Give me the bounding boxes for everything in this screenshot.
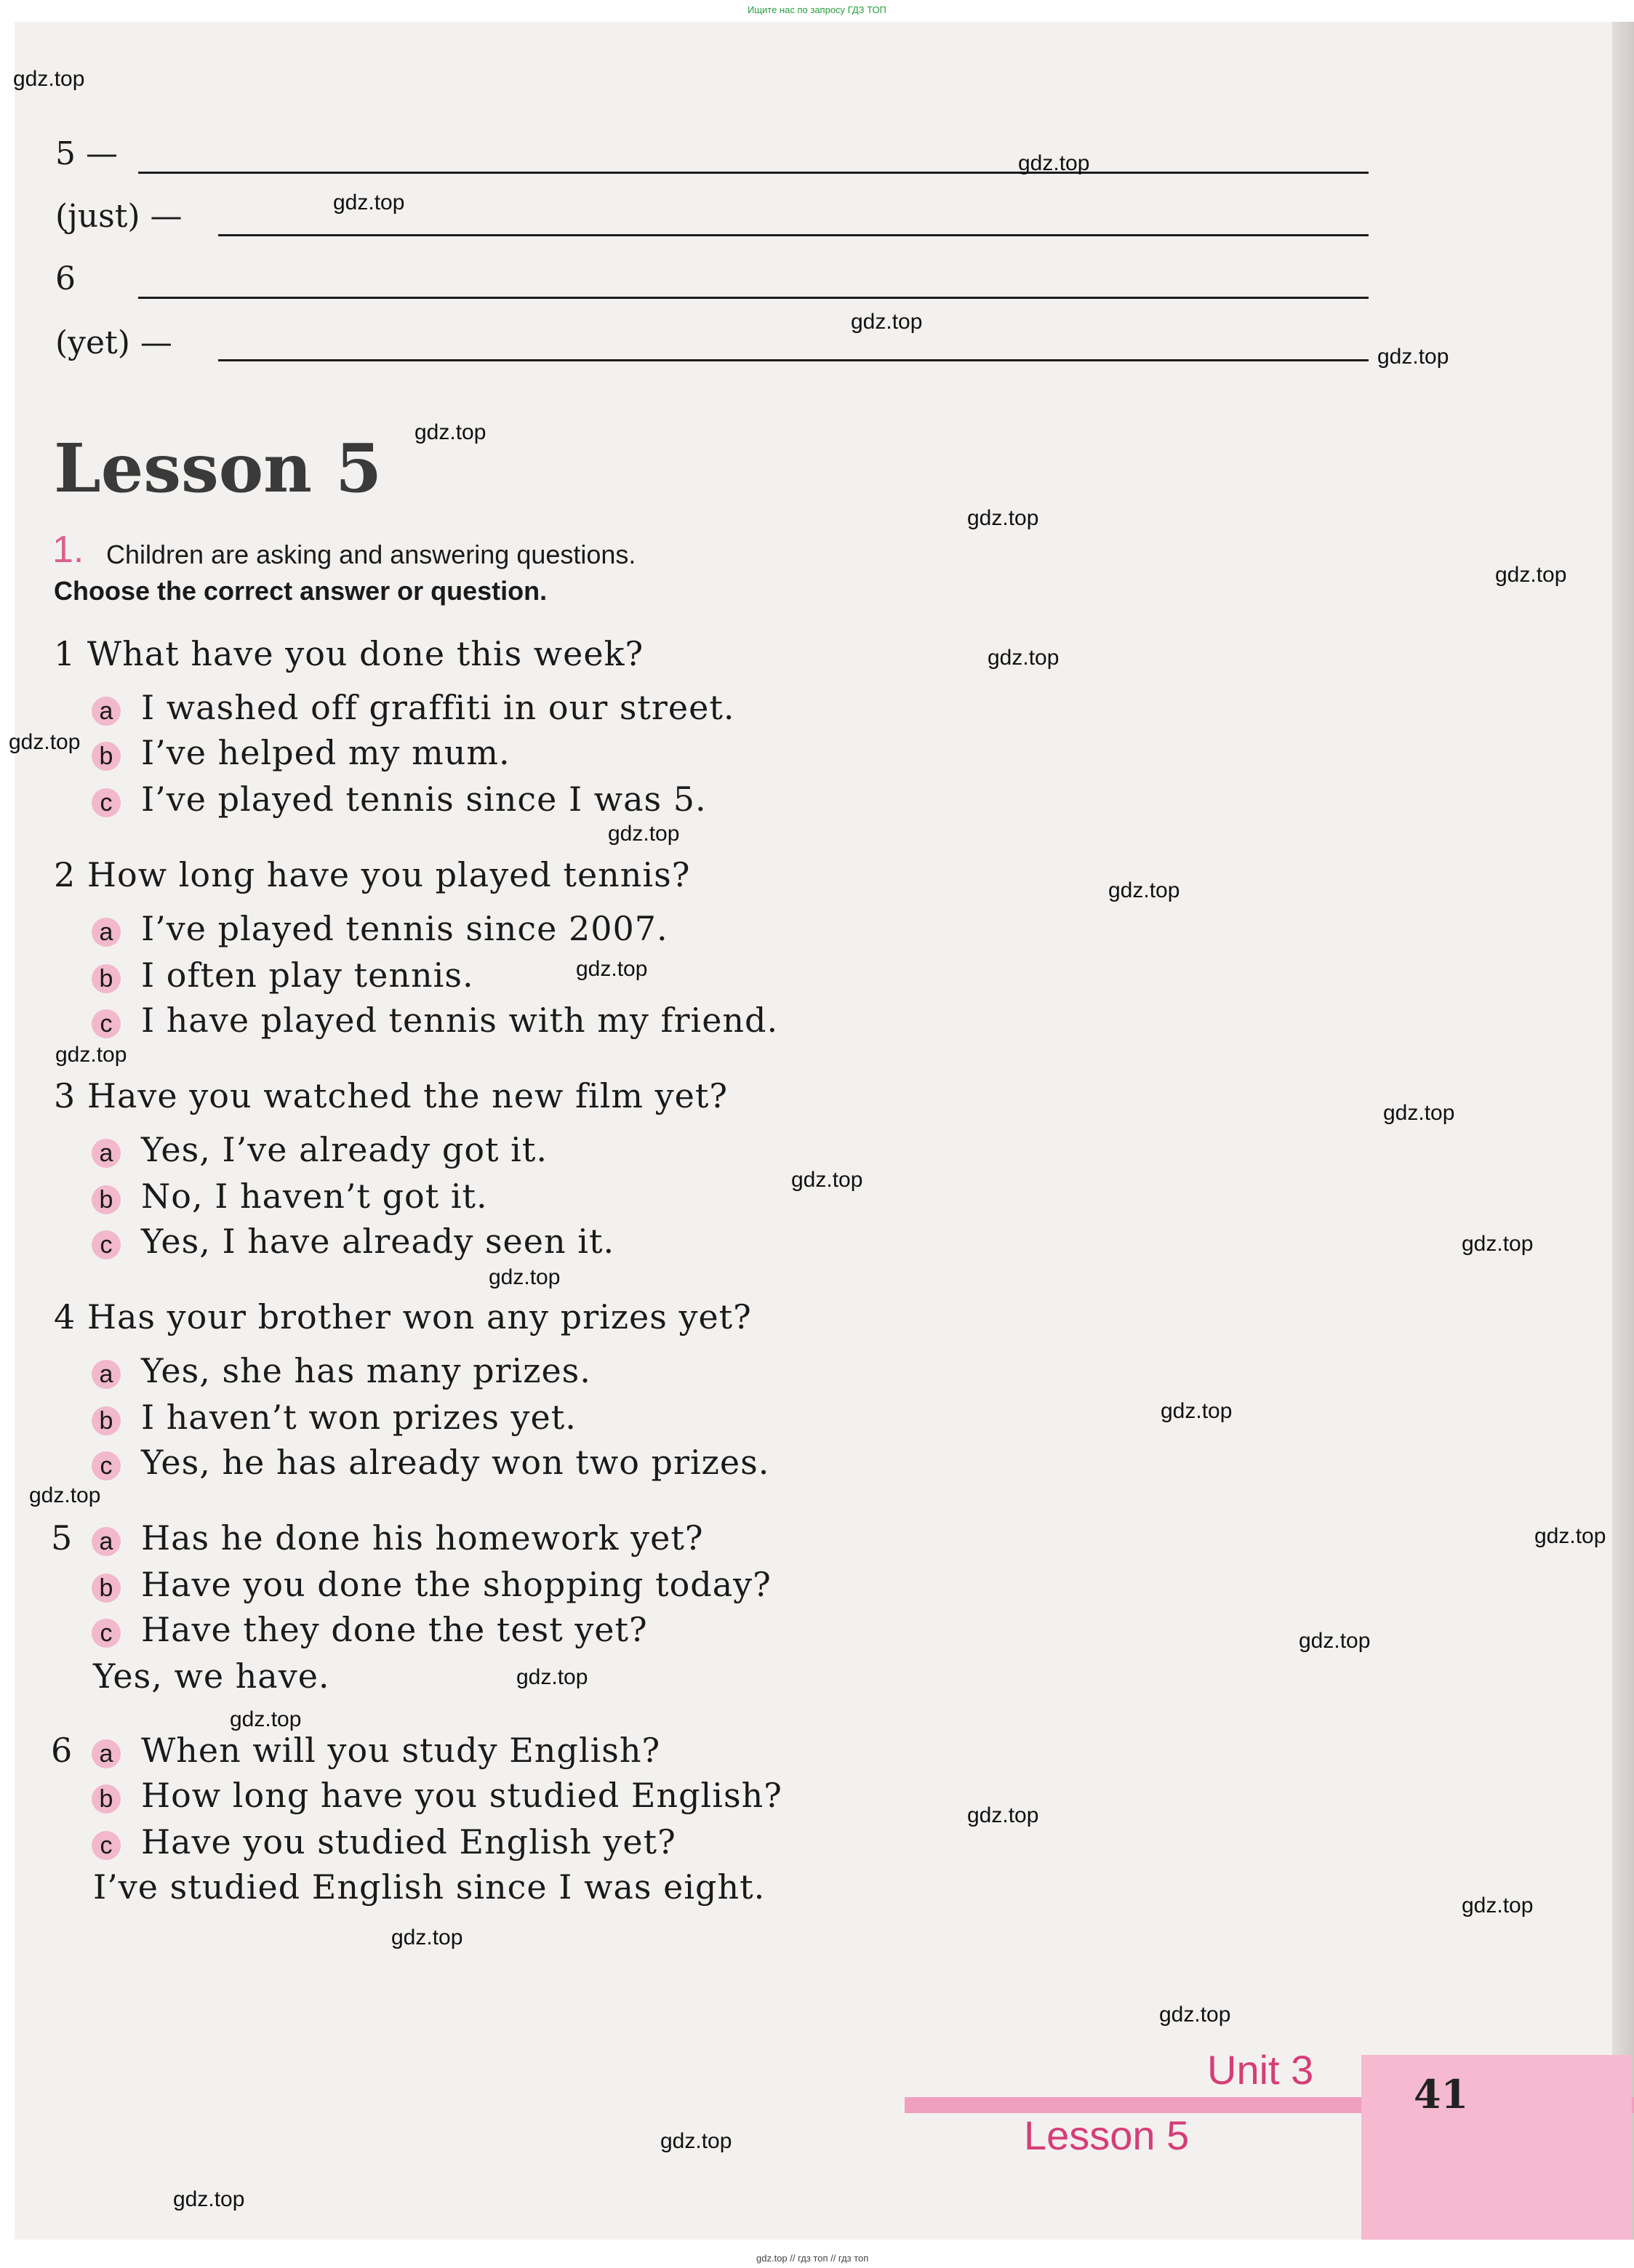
answer-line-just <box>218 234 1369 236</box>
exercise-instruction-bold: Choose the correct answer or question. <box>54 576 548 606</box>
option-badge: a <box>92 697 121 726</box>
watermark: gdz.top <box>9 730 81 754</box>
watermark: gdz.top <box>230 1707 302 1731</box>
answer-line-yet <box>218 359 1369 361</box>
watermark: gdz.top <box>988 646 1060 670</box>
watermark: gdz.top <box>55 1043 127 1067</box>
option-badge: b <box>92 1406 121 1435</box>
option-4b: I haven’t won prizes yet. <box>141 1398 577 1437</box>
watermark: gdz.top <box>1383 1101 1455 1125</box>
watermark: gdz.top <box>1108 878 1180 902</box>
option-6a: When will you study English? <box>141 1731 661 1770</box>
option-1c: I’ve played tennis since I was 5. <box>141 780 707 819</box>
exercise-instruction: Children are asking and answering questions. <box>106 540 636 569</box>
option-2a: I’ve played tennis since 2007. <box>141 909 668 948</box>
exercise-number: 1. <box>52 529 84 571</box>
option-badge: a <box>92 1360 121 1389</box>
continuation-label-6: 6 <box>55 260 76 297</box>
option-badge: c <box>92 1451 121 1480</box>
question-4: 4 Has your brother won any prizes yet? <box>54 1297 752 1337</box>
watermark: gdz.top <box>967 1803 1039 1827</box>
option-1a: I washed off graffiti in our street. <box>141 688 735 727</box>
question-5-number: 5 <box>51 1518 73 1558</box>
watermark: gdz.top <box>173 2187 245 2211</box>
lesson-title: Lesson 5 <box>54 429 383 508</box>
option-5c: Have they done the test yet? <box>141 1610 648 1649</box>
option-badge: c <box>92 1009 121 1038</box>
watermark: gdz.top <box>333 191 405 215</box>
watermark: gdz.top <box>414 420 486 444</box>
option-4c: Yes, he has already won two prizes. <box>141 1443 770 1482</box>
option-badge: a <box>92 1739 121 1768</box>
option-6c: Have you studied English yet? <box>141 1822 676 1862</box>
top-note: Ищите нас по запросу ГДЗ ТОП <box>748 4 886 15</box>
watermark: gdz.top <box>1377 345 1449 369</box>
watermark: gdz.top <box>967 506 1039 530</box>
page-number-box <box>1361 2055 1632 2240</box>
option-badge: b <box>92 1574 121 1603</box>
watermark: gdz.top <box>391 1926 463 1950</box>
answer-6: I’ve studied English since I was eight. <box>93 1867 766 1907</box>
question-3: 3 Have you watched the new film yet? <box>54 1076 729 1115</box>
answer-5: Yes, we have. <box>93 1656 330 1696</box>
option-3c: Yes, I have already seen it. <box>141 1222 615 1261</box>
option-1b: I’ve helped my mum. <box>141 733 510 772</box>
option-badge: c <box>92 1831 121 1860</box>
option-3a: Yes, I’ve already got it. <box>141 1130 548 1169</box>
option-badge: b <box>92 742 121 771</box>
option-2b: I often play tennis. <box>141 955 474 995</box>
watermark: gdz.top <box>516 1665 588 1689</box>
page-edge-shadow <box>1612 22 1634 2240</box>
footer-unit: Unit 3 <box>1207 2047 1314 2093</box>
option-badge: c <box>92 1230 121 1259</box>
watermark: gdz.top <box>1462 1232 1534 1256</box>
watermark: gdz.top <box>576 957 648 981</box>
watermark: gdz.top <box>13 67 85 91</box>
option-badge: b <box>92 1784 121 1814</box>
option-6b: How long have you studied English? <box>141 1776 782 1815</box>
watermark: gdz.top <box>791 1168 863 1192</box>
option-badge: a <box>92 918 121 947</box>
watermark: gdz.top <box>660 2129 732 2153</box>
question-1: 1 What have you done this week? <box>54 634 644 673</box>
option-5a: Has he done his homework yet? <box>141 1518 704 1558</box>
continuation-label-5: 5 — <box>55 135 118 172</box>
question-6-number: 6 <box>51 1731 73 1770</box>
watermark: gdz.top <box>489 1265 561 1289</box>
option-badge: b <box>92 1185 121 1214</box>
answer-line-5 <box>138 172 1369 174</box>
watermark: gdz.top <box>1018 151 1090 175</box>
watermark: gdz.top <box>1495 563 1567 587</box>
question-2: 2 How long have you played tennis? <box>54 855 691 894</box>
option-3b: No, I haven’t got it. <box>141 1177 488 1216</box>
watermark: gdz.top <box>1299 1629 1371 1653</box>
watermark: gdz.top <box>29 1483 101 1507</box>
bottom-note: gdz.top // гдз топ // гдз топ <box>756 2253 869 2264</box>
continuation-label-just: (just) — <box>55 198 183 235</box>
option-badge: c <box>92 1619 121 1648</box>
watermark: gdz.top <box>1159 2003 1231 2027</box>
option-5b: Have you done the shopping today? <box>141 1565 772 1604</box>
option-badge: b <box>92 964 121 993</box>
watermark: gdz.top <box>1462 1894 1534 1918</box>
footer-lesson: Lesson 5 <box>1024 2112 1190 2158</box>
watermark: gdz.top <box>608 822 680 846</box>
option-2c: I have played tennis with my friend. <box>141 1001 779 1040</box>
watermark: gdz.top <box>1534 1524 1606 1548</box>
page-number: 41 <box>1414 2071 1469 2117</box>
option-badge: a <box>92 1139 121 1168</box>
answer-line-6 <box>138 297 1369 299</box>
option-4a: Yes, she has many prizes. <box>141 1351 591 1390</box>
option-badge: a <box>92 1527 121 1556</box>
watermark: gdz.top <box>1161 1399 1233 1423</box>
continuation-label-yet: (yet) — <box>55 324 172 361</box>
option-badge: c <box>92 788 121 817</box>
watermark: gdz.top <box>851 310 923 334</box>
